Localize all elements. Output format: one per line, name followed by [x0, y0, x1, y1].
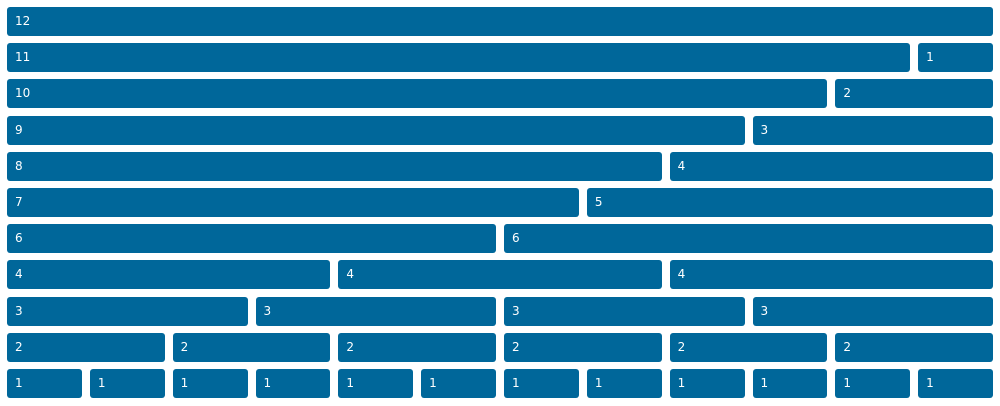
grid-cell-span-1: 1	[504, 369, 579, 398]
grid-cell-span-2: 2	[835, 333, 993, 362]
grid-cell-span-1: 1	[670, 369, 745, 398]
grid-row-9	[7, 297, 993, 326]
grid-cell-span-4: 4	[7, 260, 330, 289]
grid-row-1	[7, 7, 993, 36]
grid-cell-span-2: 2	[670, 333, 828, 362]
grid-row-2	[7, 43, 993, 72]
grid-cell-span-4: 4	[670, 152, 993, 181]
grid-cell-span-2: 2	[173, 333, 331, 362]
grid-cell-span-1: 1	[587, 369, 662, 398]
grid-cell-span-1: 1	[753, 369, 828, 398]
grid-row-3	[7, 79, 993, 108]
grid-row-10	[7, 333, 993, 362]
grid-row-8	[7, 260, 993, 289]
grid-cell-span-2: 2	[835, 79, 993, 108]
grid-cell-span-3: 3	[504, 297, 745, 326]
grid-cell-span-2: 2	[338, 333, 496, 362]
grid-cell-span-3: 3	[753, 297, 994, 326]
grid-row-7	[7, 224, 993, 253]
grid-cell-span-6: 6	[7, 224, 496, 253]
grid-cell-span-2: 2	[504, 333, 662, 362]
grid-row-4	[7, 116, 993, 145]
grid-cell-span-4: 4	[338, 260, 661, 289]
grid-cell-span-1: 1	[421, 369, 496, 398]
grid-cell-span-6: 6	[504, 224, 993, 253]
grid-cell-span-5: 5	[587, 188, 993, 217]
grid-cell-span-1: 1	[835, 369, 910, 398]
column-grid-demo	[7, 7, 993, 405]
grid-cell-span-1: 1	[90, 369, 165, 398]
grid-cell-span-1: 1	[256, 369, 331, 398]
grid-cell-span-12: 12	[7, 7, 993, 36]
grid-cell-span-3: 3	[753, 116, 994, 145]
grid-cell-span-1: 1	[173, 369, 248, 398]
grid-cell-span-3: 3	[7, 297, 248, 326]
grid-row-5	[7, 152, 993, 181]
grid-cell-span-4: 4	[670, 260, 993, 289]
grid-cell-span-9: 9	[7, 116, 745, 145]
grid-cell-span-7: 7	[7, 188, 579, 217]
grid-cell-span-2: 2	[7, 333, 165, 362]
grid-cell-span-8: 8	[7, 152, 662, 181]
grid-row-11	[7, 369, 993, 398]
grid-cell-span-1: 1	[7, 369, 82, 398]
grid-cell-span-1: 1	[918, 43, 993, 72]
grid-row-6	[7, 188, 993, 217]
grid-cell-span-3: 3	[256, 297, 497, 326]
grid-cell-span-1: 1	[918, 369, 993, 398]
grid-cell-span-10: 10	[7, 79, 827, 108]
grid-cell-span-11: 11	[7, 43, 910, 72]
grid-cell-span-1: 1	[338, 369, 413, 398]
